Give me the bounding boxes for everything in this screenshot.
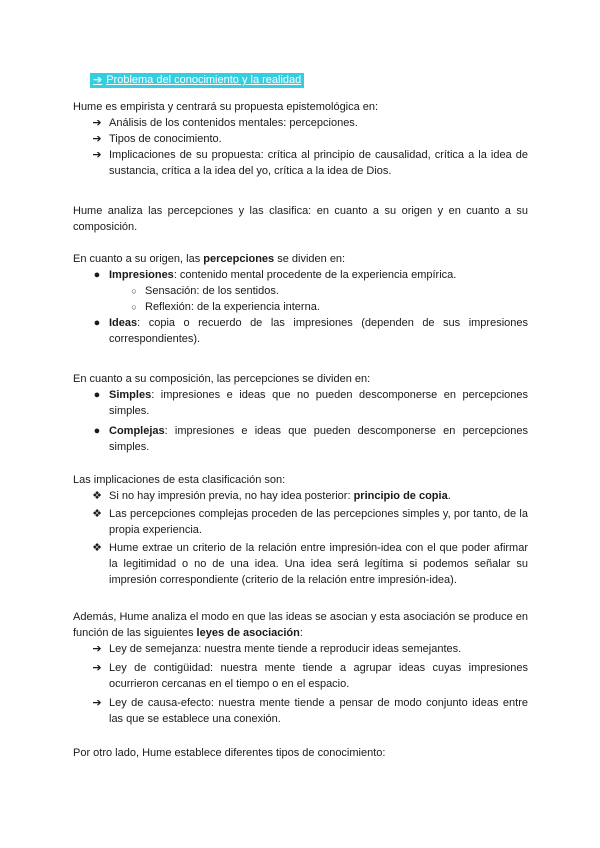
arrow-icon: ➔	[92, 149, 102, 161]
list-item	[73, 387, 528, 419]
text-run: .	[447, 490, 451, 502]
list-item	[73, 315, 528, 347]
list-item	[73, 147, 528, 179]
sub-list-item	[73, 283, 528, 299]
list-item-text: Hume extrae un criterio de la relación entre impresión-idea con el que poder afirmar la legitimidad o no de una idea. Una idea será legítima si podemos señalar su impresión correspondiente (criterio de la relación entre impresión-idea).	[109, 542, 528, 586]
arrow-icon: ➔	[92, 133, 102, 145]
diamond-icon: ❖	[92, 542, 102, 554]
association-paragraph	[73, 609, 528, 641]
list-item-text: Tipos de conocimiento.	[109, 133, 222, 145]
list-item-text: Sensación: de los sentidos.	[145, 285, 279, 297]
composition-paragraph: En cuanto a su composición, las percepciones se dividen en:	[73, 373, 371, 385]
bold-term: Complejas	[109, 425, 165, 437]
bold-term: percepciones	[203, 253, 275, 265]
origin-section	[73, 251, 528, 347]
bold-term: principio de copia	[353, 490, 448, 502]
list-item-text: Si no hay impresión previa, no hay idea posterior:	[109, 490, 354, 502]
list-item-text: : impresiones e ideas que pueden descomponerse en percepciones simples.	[109, 425, 528, 453]
diamond-icon: ❖	[92, 508, 102, 520]
arrow-icon: ➔	[92, 697, 102, 709]
closing-paragraph: Por otro lado, Hume establece diferentes tipos de conocimiento:	[73, 747, 386, 759]
bold-term: leyes de asociación	[196, 627, 300, 639]
text-run: En cuanto a su origen, las	[73, 253, 204, 265]
intro-list	[73, 115, 528, 179]
arrow-icon: ➔	[92, 117, 102, 129]
composition-list	[73, 387, 528, 455]
implications-paragraph: Las implicaciones de esta clasificación son:	[73, 474, 286, 486]
origin-list	[73, 267, 528, 347]
diamond-icon: ❖	[92, 490, 102, 502]
list-item-text: Ley de semejanza: nuestra mente tiende a reproducir ideas semejantes.	[109, 643, 462, 655]
circle-icon: ○	[131, 286, 137, 296]
list-item-text: : contenido mental procedente de la experiencia empírica.	[173, 269, 457, 281]
closing-section	[73, 745, 528, 761]
list-item	[73, 506, 528, 538]
list-item	[73, 423, 528, 455]
intro-paragraph: Hume es empirista y centrará su propuesta epistemológica en:	[73, 101, 379, 113]
text-run: se dividen en:	[274, 253, 346, 265]
list-item	[73, 488, 528, 504]
list-item-text: : copia o recuerdo de las impresiones (dependen de sus impresiones correspondientes).	[109, 317, 528, 345]
list-item-text: Análisis de los contenidos mentales: percepciones.	[109, 117, 358, 129]
bullet-icon: ●	[93, 389, 101, 401]
text-run: :	[299, 627, 303, 639]
heading-text: Problema del conocimiento y la realidad	[106, 74, 302, 86]
list-item	[73, 641, 528, 657]
text-run: Además, Hume analiza el modo en que las ideas se asocian y esta asociación se produce en función de las siguientes	[73, 611, 528, 639]
list-item	[73, 115, 528, 131]
list-item-text: Ley de contigüidad: nuestra mente tiende a agrupar ideas cuyas impresiones ocurrieron cercanas en el tiempo o en el espacio.	[109, 662, 528, 690]
list-item-text: Implicaciones de su propuesta: crítica al principio de causalidad, crítica a la idea de sustancia, crítica a la idea del yo, crítica a la idea de Dios.	[109, 149, 528, 177]
list-item-text: Reflexión: de la experiencia interna.	[145, 301, 320, 313]
implications-section	[73, 472, 528, 588]
list-item	[73, 660, 528, 692]
list-item-text: : impresiones e ideas que no pueden descomponerse en percepciones simples.	[109, 389, 528, 417]
list-item	[73, 540, 528, 588]
bullet-icon: ●	[93, 317, 101, 329]
composition-section	[73, 371, 528, 455]
bold-term: Simples	[109, 389, 152, 401]
intro-section	[73, 99, 528, 179]
bold-term: Impresiones	[109, 269, 174, 281]
origin-paragraph	[73, 251, 528, 267]
arrow-icon: ➔	[92, 662, 102, 674]
analysis-paragraph: Hume analiza las percepciones y las clasifica: en cuanto a su origen y en cuanto a su composición.	[73, 205, 528, 233]
bold-term: Ideas	[109, 317, 138, 329]
bullet-icon: ●	[93, 269, 101, 281]
section-heading	[90, 72, 304, 88]
list-item	[73, 695, 528, 727]
arrow-icon: ➔	[92, 643, 102, 655]
bullet-icon: ●	[93, 425, 101, 437]
association-list	[73, 641, 528, 727]
analysis-section	[73, 203, 528, 235]
implications-list	[73, 488, 528, 588]
circle-icon: ○	[131, 302, 137, 312]
list-item-text: Las percepciones complejas proceden de las percepciones simples y, por tanto, de la propia experiencia.	[109, 508, 528, 536]
list-item	[73, 131, 528, 147]
arrow-icon: ➔	[93, 74, 103, 86]
list-item	[73, 267, 528, 283]
list-item-text: Ley de causa-efecto: nuestra mente tiende a pensar de modo conjunto ideas entre las que se establece una conexión.	[109, 697, 528, 725]
heading-highlight	[90, 73, 304, 88]
association-section	[73, 609, 528, 727]
sub-list-item	[73, 299, 528, 315]
